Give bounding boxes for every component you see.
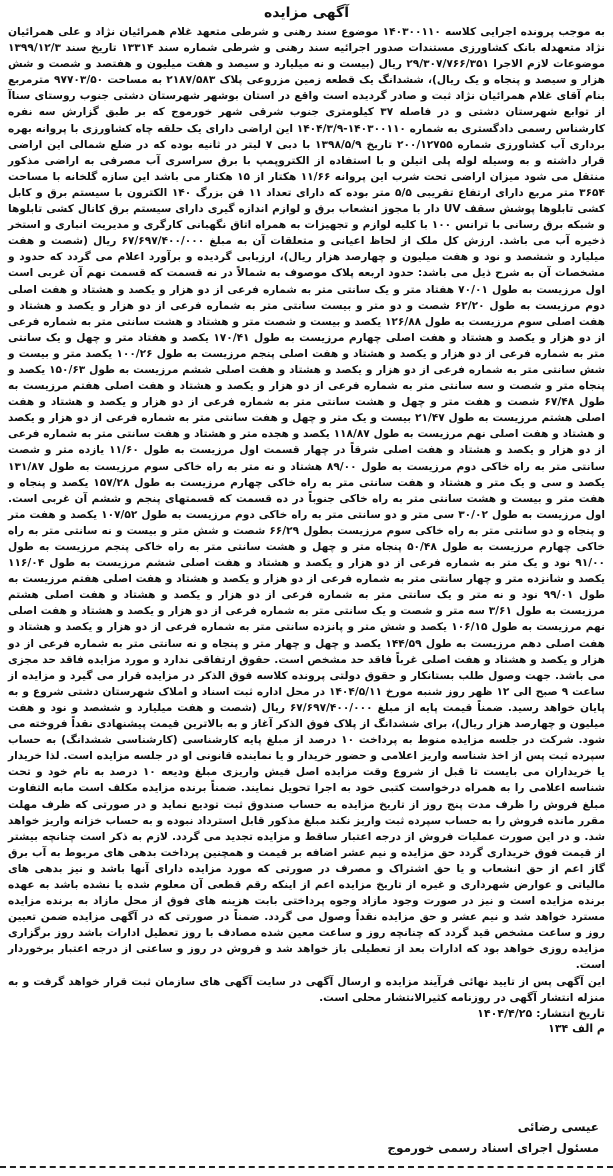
publish-date-label: تاریخ انتشار:	[536, 1006, 605, 1020]
notice-body-container	[8, 24, 605, 1006]
bottom-dashed-rule	[0, 1166, 613, 1168]
publish-date: ۱۴۰۴/۴/۲۵	[477, 1006, 533, 1020]
notice-title: آگهی مزایده	[263, 5, 349, 21]
signer-title: مسئول اجرای اسناد رسمی خورموج	[387, 1141, 599, 1155]
signer-name: عیسی رضائی	[517, 1120, 599, 1134]
notice-footer-paragraph: این آگهی پس از تایید نهائی فرآیند مزایده و ارسال آگهی در سایت آگهی های سازمان ثبت قرار خواهد گرفت و به منزله انتشار آگهی در روزنامه کثیرالانتشار محلی است.	[8, 975, 605, 1004]
notice-body: به موجب پرونده اجرایی کلاسه ۱۴۰۳۰۰۱۱۰ موضوع سند رهنی و شرطی متعهد غلام همرائیان نژاد و علی همرائیان نژاد متعهدله بانک کشاورزی مستندات صدور اجرائیه سند رهنی و شرطی شماره سند ۱۳۳۱۴ تاریخ سند ۱۳۹۹/۱۲/۳ موضوعات لازم الاجرا ۲۹/۳۰۷/۷۶۶/۳۵۱ ریال (بیست و نه میلیارد و سیصد و هفت میلیون و هفتصد و شصت و شش هزار و سیصد و پنجاه و یک ریال)، ششدانگ یک قطعه زمین مزروعی پلاک ۲۱۸۷/۵۸۳ به مساحت ۹۷۷۰۳/۵۰ مترمربع بنام آقای غلام همرائیان نژاد ثبت و صادر گردیده است واقع در استان بوشهر شهرستان دشتی جنوب روستای سناآ از توابع شهرستان دشتی و در فاصله ۳۷ کیلومتری جنوب شرقی شهر خورموج که بر طبق گزارش سه نفره کارشناس رسمی دادگستری به شماره ۱۴۰۳۰۰۱۱۰-۱۴۰۴/۳/۹ این اراضی دارای یک حلقه چاه کشاورزی با پروانه بهره برداری آب کشاورزی شماره ۲۰۰/۱۲۷۵۵ تاریخ ۱۳۹۸/۵/۹ با دبی ۷ لیتر در ثانیه بوده که در ضلع شمالی این اراضی قرار داشته و به وسیله لوله پلی اتیلن و با استفاده از الکتروپمپ با برق سراسری آب مصرفی به اراضی مذکور منتقل می شود میزان اراضی تحت شرب این پروانه ۱۱/۶۶ هکتار از ۱۵ هکتار می باشد این سازه گلخانه با مساحت ۳۶۵۴ متر مربع دارای ارتفاع تقریبی ۵/۵ متر بوده که دارای تعداد ۱۱ فن بزرگ ۱۴۰ الکترون با سیستم برق و کابل کشی تابلوها پوشش سقف UV دار با مجوز انشعاب برق و لوازم اندازه گیری دارای سیستم برق کانال کشی تابلوها و شبکه برق رسانی با ترانس ۱۰۰ با کلیه لوازم و تجهیزات به همراه اتاق نگهبانی کارگری و مدیریت انباری و استخر ذخیره آب می باشد. ارزش کل ملک از لحاظ اعیانی و متعلقات آن به مبلغ ۶۷/۶۹۷/۴۰۰/۰۰۰ ریال (شصت و هفت میلیارد و ششصد و نود و هفت میلیون و چهارصد هزار ریال)، ارزیابی گردیده و برآورد اعلام می گردد که حدود و مشخصات آن به شرح ذیل می باشد: حدود اربعه پلاک موصوف به شمالاً در نه قسمت که قسمت نهم آن غربی است اول مرزیست به طول ۷۰/۰۱ هفتاد متر و یک سانتی متر به شماره فرعی از دو هزار و یکصد و هشتاد و هفت اصلی دوم مرزیست به طول ۶۲/۲۰ شصت و دو متر و بیست سانتی متر به شماره فرعی از دو هزار و یکصد و هشتاد و هفت اصلی سوم مرزیست به طول ۱۲۶/۸۸ یکصد و بیست و شصت متر و هشتاد و هشت سانتی متر به شماره فرعی از دو هزار و یکصد و هشتاد و هفت اصلی چهارم مرزیست به طول ۱۷۰/۴۱ یکصد و هفتاد متر و چهل و یک سانتی متر به شماره فرعی از دو هزار و یکصد و هشتاد و هفت اصلی پنجم مرزیست به طول ۱۰۰/۲۶ یکصد متر و بیست و شش سانتی متر به شماره فرعی از دو هزار و یکصد و هشتاد و هفت اصلی ششم مرزیست به طول ۱۵۰/۶۳ یکصد و پنجاه متر و شصت و سه سانتی متر به شماره فرعی از دو هزار و یکصد و هشتاد و هفت اصلی هفتم مرزیست به طول ۶۷/۴۸ شصت و هفت متر و چهل و هشت سانتی متر به شماره فرعی از دو هزار و یکصد و هشتاد و هفت اصلی هشتم مرزیست به طول ۲۱/۴۷ بیست و یک متر و چهل و هفت سانتی متر به شماره فرعی از دو هزار و یکصد و هشتاد و هفت اصلی نهم مرزیست به طول ۱۱۸/۸۷ یکصد و هجده متر و هشتاد و هفت سانتی متر به شماره فرعی از دو هزار و یکصد و هشتاد و هفت اصلی شرقاً در چهار قسمت اول مرزیست به طول ۱۱/۶۰ یازده متر و شصت سانتی متر به راه خاکی دوم مرزیست به طول ۸۹/۰۰ هشتاد و نه متر به راه خاکی سوم مرزیست به طول ۱۳۱/۸۷ یکصد و سی و یک متر و هشتاد و هفت سانتی متر به راه خاکی چهارم مرزیست به طول ۱۵۷/۲۸ یکصد و پنجاه و هفت متر و بیست و هشت سانتی متر به راه خاکی جنوباً در ده قسمت که قسمتهای پنجم و ششم آن غربی است. اول مرزیست به طول ۳۰/۰۲ سی متر و دو سانتی متر به راه خاکی دوم مرزیست به طول ۱۰۷/۵۲ یکصد و هفت متر و پنجاه و دو سانتی متر به راه خاکی سوم مرزیست بطول ۶۶/۲۹ شصت و شش متر و بیست و نه سانتی متر به راه خاکی چهارم مرزیست به طول ۵۰/۴۸ پنجاه متر و چهل و هشت سانتی متر به راه خاکی پنجم مرزیست به طول ۹۱/۰۰ نود و یک متر به شماره فرعی از دو هزار و یکصد و هشتاد و هفت اصلی ششم مرزیست به طول ۱۱۶/۰۴ یکصد و شانزده متر و چهار سانتی متر به شماره فرعی از دو هزار و یکصد و هشتاد و هفت اصلی هفتم مرزیست به طول ۹۹/۰۱ نود و نه متر و یک سانتی متر به شماره فرعی از دو هزار و یکصد و هشتاد و هفت اصلی هشتم مرزیست به طول ۳/۶۱ سه متر و شصت و یک سانتی متر به شماره فرعی از دو هزار و یکصد و هشتاد و هفت اصلی نهم مرزیست به طول ۱۰۶/۱۵ یکصد و شش متر و پانزده سانتی متر به شماره فرعی از دو هزار و یکصد و هشتاد و هفت اصلی دهم مرزیست به طول ۱۴۴/۵۹ یکصد و چهل و چهار متر و پنجاه و نه سانتی متر به شماره فرعی از دو هزار و یکصد و هشتاد و هفت اصلی غرباً فاقد حد مشخص است. حقوق ارتفاقی ندارد و مورد مزایده فاقد حد مجزی می باشد. جهت وصول طلب بستانکار و حقوق دولتی پرونده کلاسه فوق الذکر در مزایده قرار می گیرد و مزایده از ساعت ۹ صبح الی ۱۲ ظهر روز شنبه مورخ ۱۴۰۴/۵/۱۱ در محل اداره ثبت اسناد و املاک شهرستان دشتی شروع و به پایان خواهد رسید. ضمناً قیمت پایه از مبلغ ۶۷/۶۹۷/۴۰۰/۰۰۰ ریال (شصت و هفت میلیارد و ششصد و نود و هفت میلیون و چهارصد هزار ریال)، برای ششدانگ از پلاک فوق الذکر آغاز و به بالاترین قیمت پیشنهادی نقداً فروخته می شود. شرکت در جلسه مزایده منوط به پرداخت ۱۰ درصد از مبلغ پایه کارشناسی (کارشناسی ششدانگ) به حساب سپرده ثبت پس از اخذ شناسه واریز اعلامی و حضور خریدار و یا نماینده قانونی او در جلسه مزایده است. لذا خریدار یا خریداران می بایست تا قبل از شروع وقت مزایده اصل فیش واریزی مبلغ ودیعه ۱۰ درصد به نام خود و تحت شناسه اعلامی را به همراه درخواست کتبی خود به اجرا تحویل نمایند. ضمناً برنده مزایده مکلف است مابه التفاوت مبلغ فروش را ظرف مدت پنج روز از تاریخ مزایده به حساب صندوق ثبت تودیع نماید و در صورتی که ظرف مهلت مقرر مانده فروش را به حساب سپرده ثبت واریز نکند مبلغ مذکور قابل استرداد نبوده و به حساب خزانه واریز خواهد شد. و در این صورت عملیات فروش از درجه اعتبار ساقط و مزایده تجدید می گردد. لازم به ذکر است چنانچه بیشتر از قیمت فوق خریداری گردد حق مزایده و نیم عشر اضافه بر قیمت و همچنین پرداخت بدهی های مربوط به آب برق گاز اعم از حق انشعاب و یا حق اشتراک و مصرف در صورتی که مورد مزایده دارای آنها باشد و نیز بدهی های مالیاتی و عوارض شهرداری و غیره از تاریخ مزایده اعم از اینکه رقم قطعی آن معلوم شده یا نشده باشد به عهده برنده مزایده است و نیز در صورت وجود مازاد وجوه پرداختی بابت هزینه های فوق از محل مازاد به برنده مزایده مسترد خواهد شد و نیم عشر و حق مزایده نقداً وصول می گردد. ضمناً در صورتی که در آگهی مزایده ضمن تعیین روز و ساعت مشخص قید گردد که چنانچه روز و ساعت معین شده مصادف با روز تعطیل ادارات باشد روز برگزاری مزایده روزی خواهد بود که ادارات بعد از تعطیلی باز خواهد شد و فروش در روز و ساعتی از درجه اعتبار برخوردار است.	[8, 26, 606, 972]
signature-block	[387, 1117, 599, 1159]
notice-meta	[8, 1006, 605, 1036]
publish-date-line	[8, 1006, 605, 1021]
reference-code: م الف ۱۳۴	[548, 1021, 605, 1035]
